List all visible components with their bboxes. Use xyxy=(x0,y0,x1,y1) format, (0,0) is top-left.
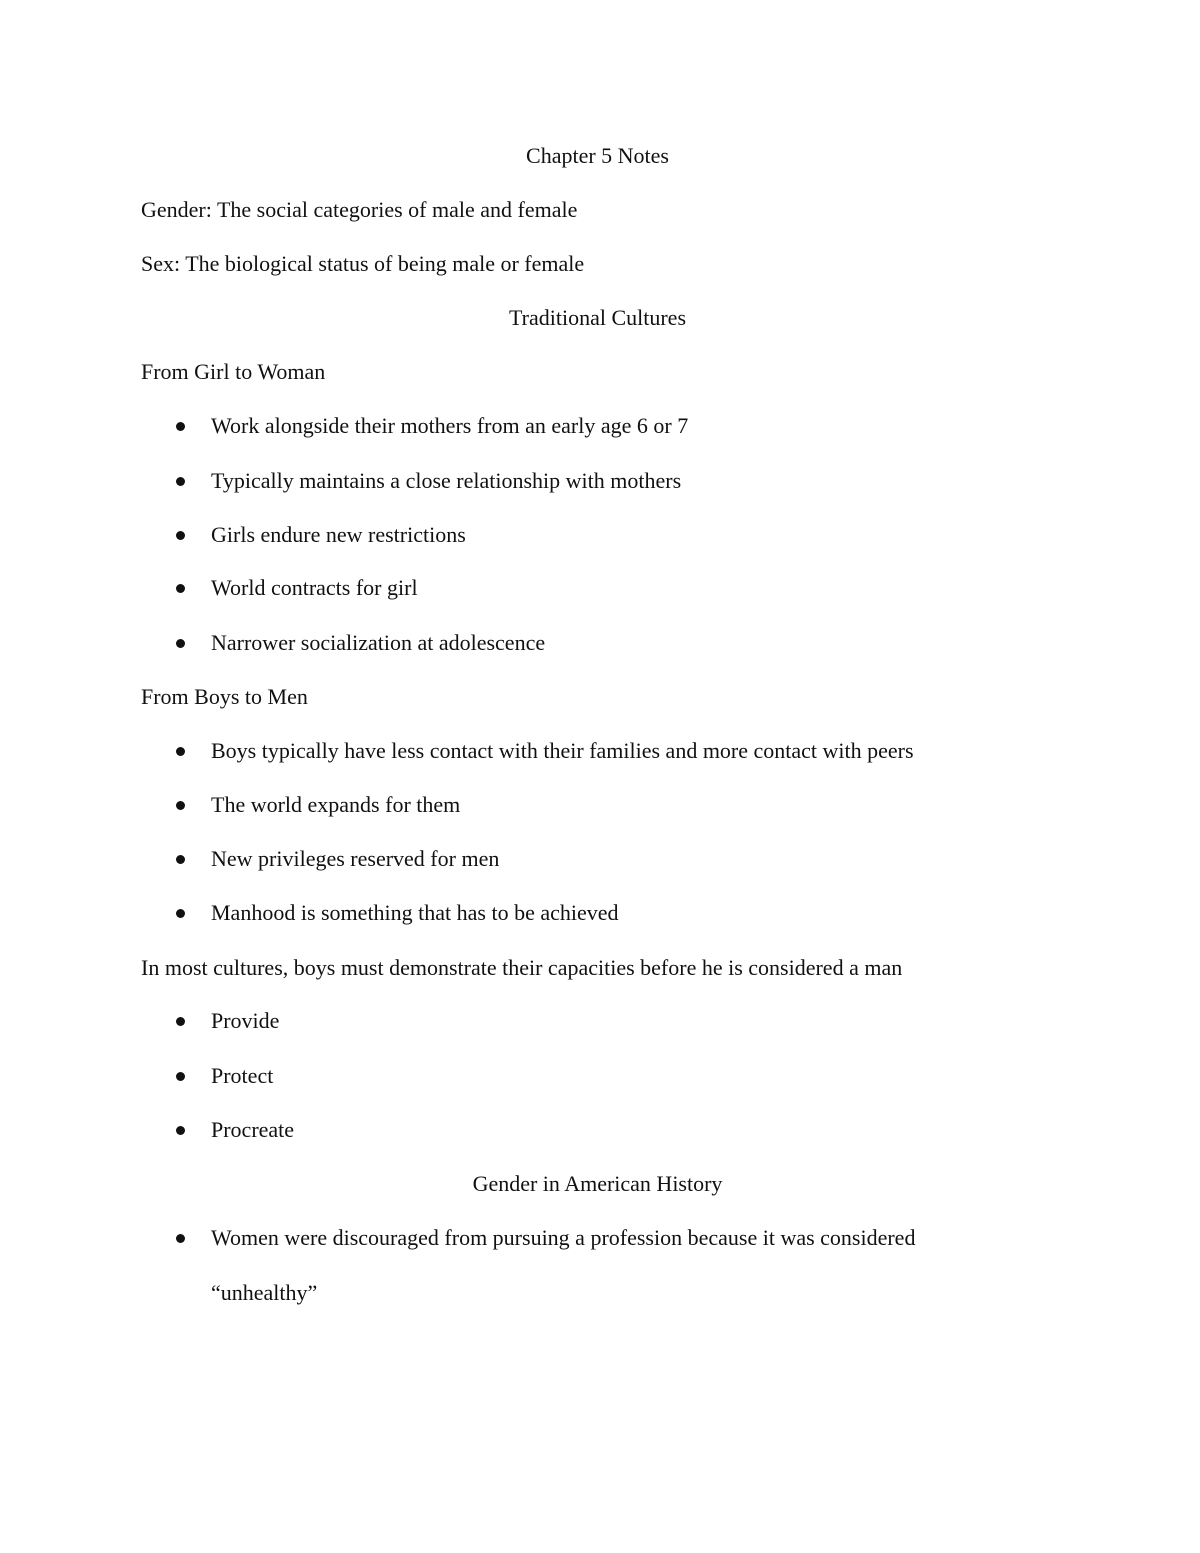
bullet-icon xyxy=(176,422,185,431)
list-item-text: Provide xyxy=(211,1008,280,1033)
bullet-icon xyxy=(176,1234,185,1243)
bullet-icon xyxy=(176,855,185,864)
list-item-text: Typically maintains a close relationship with mothers xyxy=(211,468,682,493)
bullet-icon xyxy=(176,584,185,593)
list-item-text: Procreate xyxy=(211,1117,295,1142)
sex-definition: Sex: The biological status of being male or female xyxy=(141,251,585,276)
list-item-text: Work alongside their mothers from an early age 6 or 7 xyxy=(211,413,689,438)
list-item-text: Boys typically have less contact with their families and more contact with peers xyxy=(211,738,914,763)
subheading-girl-to-woman: From Girl to Woman xyxy=(141,359,326,384)
list-item-text: The world expands for them xyxy=(211,792,461,817)
bullet-icon xyxy=(176,909,185,918)
list-item-text: Narrower socialization at adolescence xyxy=(211,630,546,655)
bullet-icon xyxy=(176,477,185,486)
gender-definition: Gender: The social categories of male and female xyxy=(141,197,578,222)
list-item-continuation: “unhealthy” xyxy=(211,1280,318,1305)
bullet-icon xyxy=(176,1126,185,1135)
bullet-icon xyxy=(176,801,185,810)
bullet-icon xyxy=(176,1017,185,1026)
page-title: Chapter 5 Notes xyxy=(526,143,669,168)
section-heading-american-history: Gender in American History xyxy=(472,1171,723,1196)
bullet-icon xyxy=(176,639,185,648)
list-item-text: Women were discouraged from pursuing a profession because it was considered xyxy=(211,1225,916,1250)
list-item-text: Manhood is something that has to be achieved xyxy=(211,900,619,925)
list-item-text: World contracts for girl xyxy=(211,575,418,600)
subheading-boys-to-men: From Boys to Men xyxy=(141,684,308,709)
bullet-icon xyxy=(176,531,185,540)
culture-statement: In most cultures, boys must demonstrate their capacities before he is considered a man xyxy=(141,955,903,980)
bullet-icon xyxy=(176,747,185,756)
section-heading-traditional-cultures: Traditional Cultures xyxy=(508,305,687,330)
list-item-text: New privileges reserved for men xyxy=(211,846,500,871)
list-item-text: Girls endure new restrictions xyxy=(211,522,466,547)
list-item-text: Protect xyxy=(211,1063,274,1088)
bullet-icon xyxy=(176,1072,185,1081)
